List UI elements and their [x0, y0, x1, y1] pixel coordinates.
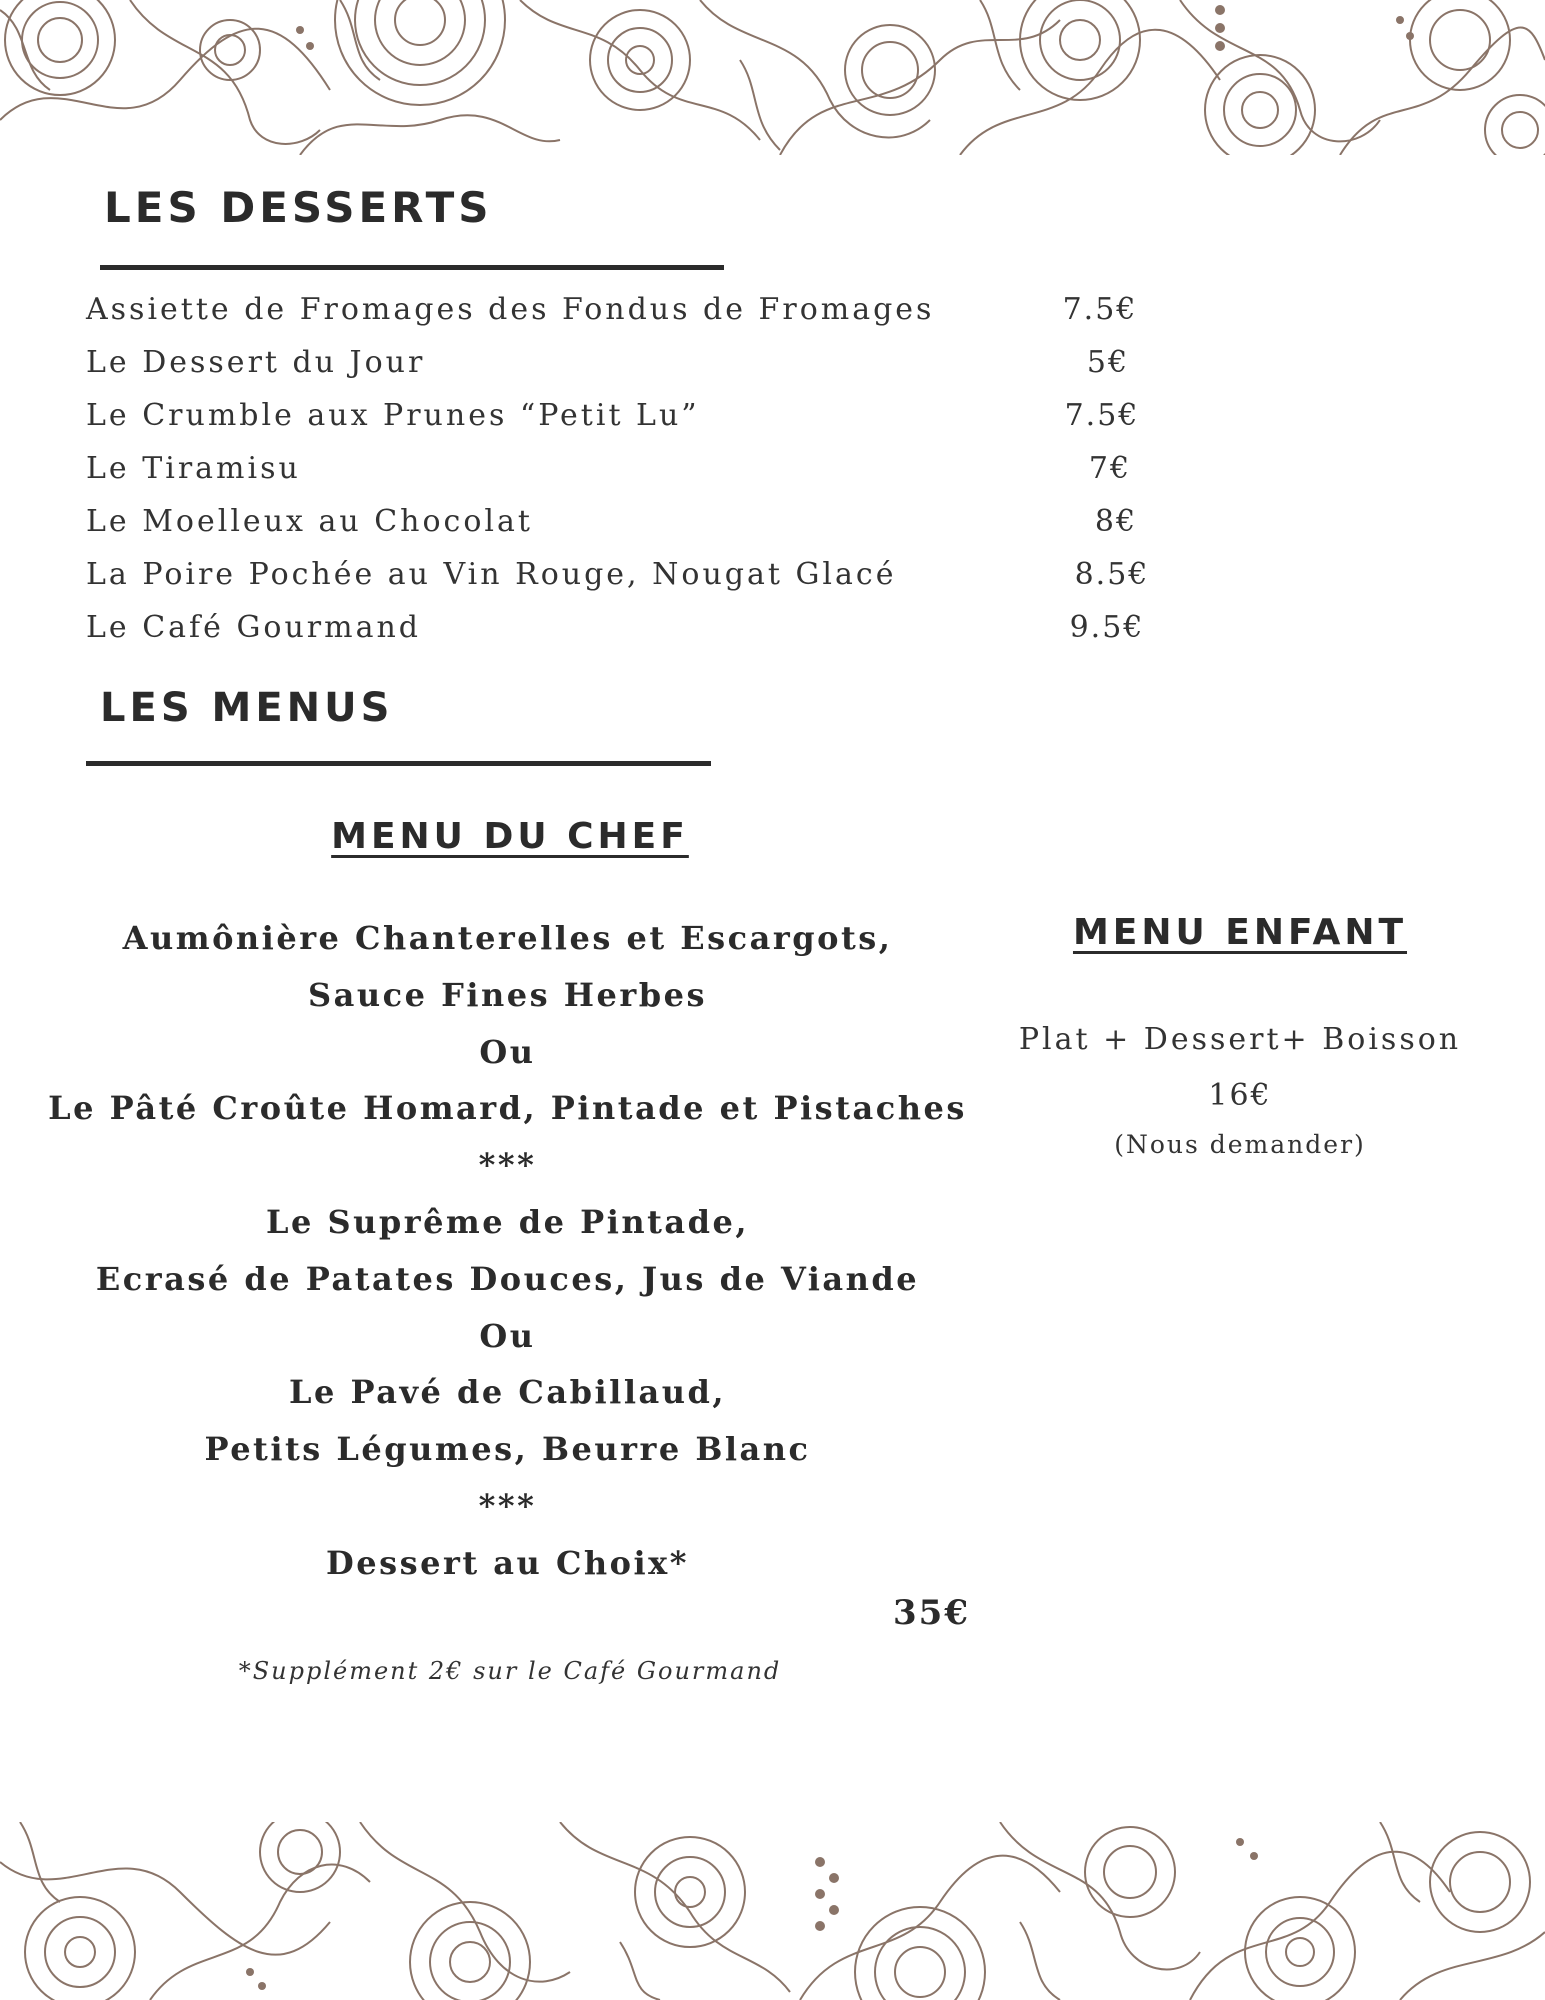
course-line: Le Suprême de Pintade,: [265, 1202, 750, 1241]
dessert-name: Le Dessert du Jour: [86, 345, 426, 380]
desserts-heading: LES DESSERTS: [104, 183, 493, 232]
bottom-paisley-band: [0, 1822, 1545, 2000]
dessert-item: [86, 292, 1186, 345]
dessert-item: [86, 451, 1186, 504]
menus-heading: LES MENUS: [100, 685, 394, 731]
dessert-price: 7.5€: [1062, 292, 1138, 327]
menu-enfant-formula: Plat + Dessert+ Boisson: [1018, 1022, 1462, 1057]
dessert-item: [86, 557, 1186, 610]
course-line: Aumônière Chanterelles et Escargots,: [122, 919, 893, 957]
dessert-name: Le Moelleux au Chocolat: [86, 504, 533, 539]
dessert-name: Assiette de Fromages des Fondus de Fromages: [86, 292, 935, 327]
menu-enfant-price: 16€: [1208, 1078, 1272, 1113]
dessert-price: 7€: [1088, 451, 1132, 486]
course-line: Ecrasé de Patates Douces, Jus de Viande: [95, 1259, 920, 1298]
course-separator: ***: [478, 1146, 537, 1185]
course-separator: Ou: [479, 1316, 536, 1355]
dessert-item: [86, 345, 1186, 398]
course-separator: ***: [478, 1486, 537, 1525]
dessert-name: Le Tiramisu: [86, 451, 301, 486]
menu-enfant-note: (Nous demander): [1114, 1130, 1366, 1159]
dessert-name: La Poire Pochée au Vin Rouge, Nougat Glacé: [86, 557, 897, 592]
course-line: Le Pâté Croûte Homard, Pintade et Pistaches: [48, 1089, 967, 1128]
dessert-price: 5€: [1086, 345, 1130, 380]
paisley-pattern-bottom: [0, 1822, 1545, 2000]
menus-divider: [86, 761, 711, 766]
dessert-name: Le Crumble aux Prunes “Petit Lu”: [86, 398, 700, 433]
dessert-price: 8€: [1094, 504, 1138, 539]
menu-chef-footnote: *Supplément 2€ sur le Café Gourmand: [238, 1657, 782, 1685]
dessert-price: 9.5€: [1069, 610, 1145, 645]
top-paisley-band: [0, 0, 1545, 155]
dessert-list: [86, 292, 1186, 663]
menu-chef-price: 35€: [893, 1593, 970, 1633]
paisley-pattern-top: [0, 0, 1545, 155]
menu-chef-title: MENU DU CHEF: [331, 816, 689, 857]
dessert-name: Le Café Gourmand: [86, 610, 421, 645]
course-line: Sauce Fines Herbes: [308, 975, 707, 1014]
dessert-item: [86, 610, 1186, 663]
course-line: Dessert au Choix*: [326, 1543, 689, 1582]
menu-enfant-title: MENU ENFANT: [1072, 912, 1408, 953]
dessert-price: 8.5€: [1074, 557, 1150, 592]
course-separator: Ou: [479, 1032, 536, 1071]
dessert-price: 7.5€: [1064, 398, 1140, 433]
desserts-divider: [100, 265, 724, 270]
course-line: Petits Légumes, Beurre Blanc: [204, 1430, 811, 1469]
dessert-item: [86, 504, 1186, 557]
course-line: Le Pavé de Cabillaud,: [289, 1373, 726, 1412]
dessert-item: [86, 398, 1186, 451]
menu-chef-courses: [40, 910, 975, 1592]
